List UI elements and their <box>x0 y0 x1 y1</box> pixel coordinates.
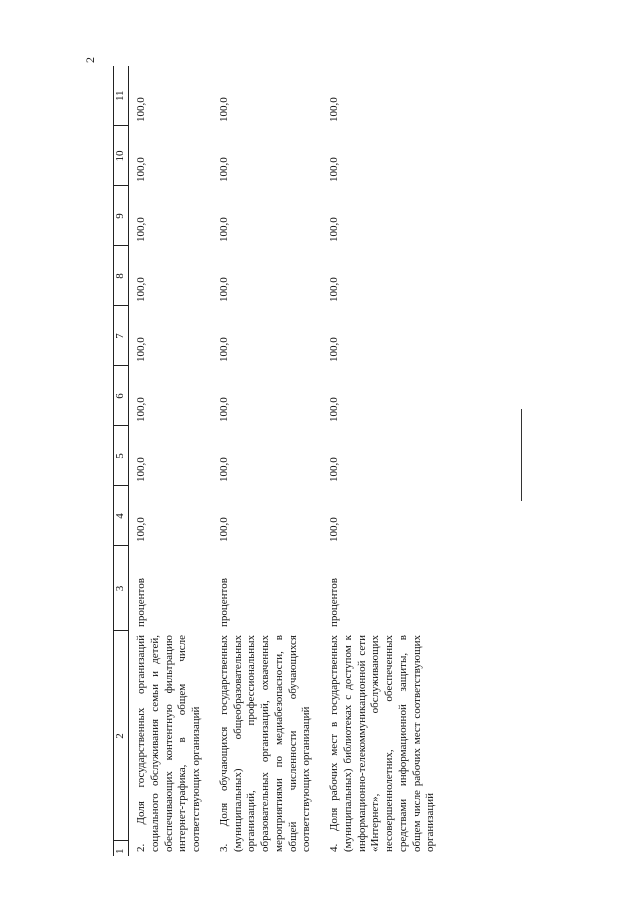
indicator-description: Доля обучающихся государственных (муниципальных) общеобразовательных организаций, профессиональных образовательных организаций, охваченных мероприятиями по медиабезопасности, в общей численности обучающихся соответствующих организаций <box>217 635 313 852</box>
rotated-page <box>113 56 583 856</box>
value-cell: 100,0 <box>135 277 147 302</box>
value-cell: 100,0 <box>135 397 147 422</box>
value-cell: 100,0 <box>217 337 230 362</box>
row-number: 3. <box>217 843 230 852</box>
value-cell: 100,0 <box>135 217 147 242</box>
value-cell: 100,0 <box>135 457 147 482</box>
value-cell: 100,0 <box>217 157 230 182</box>
column-number: 1 <box>114 841 129 856</box>
value-cell: 100,0 <box>328 337 340 362</box>
value-cell: 100,0 <box>328 157 340 182</box>
unit-cell: процентов <box>135 578 147 627</box>
column-number: 6 <box>114 366 129 426</box>
table-row <box>322 66 446 856</box>
indicator-description: Доля рабочих мест в государственных (муниципальных) библиотеках с доступом к информационно-телекоммуникационной сети «Интернет», обслуживающих несовершеннолетних, обеспеченных средствами информационной защиты, в общем числе рабочих мест соответствующих организаций <box>328 634 437 852</box>
value-cell: 100,0 <box>328 457 340 482</box>
value-cell: 100,0 <box>328 397 340 422</box>
column-number: 3 <box>114 546 129 631</box>
value-cell: 100,0 <box>217 457 230 482</box>
indicator-cell <box>322 631 446 856</box>
end-separator-line <box>521 409 522 501</box>
value-cell: 100,0 <box>217 397 230 422</box>
indicator-description: Доля государственных организаций социального обслуживания семьи и детей, обеспечивающих контентную фильтрацию интернет-трафика, в общем числе соответствующих организаций <box>135 635 202 852</box>
indicator-cell <box>212 631 322 856</box>
unit-cell: процентов <box>328 578 340 627</box>
value-cell: 100,0 <box>217 97 230 122</box>
value-cell: 100,0 <box>328 97 340 122</box>
indicators-table <box>113 66 446 856</box>
value-cell: 100,0 <box>135 157 147 182</box>
column-number: 9 <box>114 186 129 246</box>
value-cell: 100,0 <box>328 277 340 302</box>
indicator-cell <box>129 631 212 856</box>
column-number: 11 <box>114 66 129 126</box>
row-number: 2. <box>135 843 147 852</box>
column-numbers-row <box>114 66 129 856</box>
column-number: 4 <box>114 486 129 546</box>
unit-cell: процентов <box>217 578 230 627</box>
value-cell: 100,0 <box>135 97 147 122</box>
column-number: 10 <box>114 126 129 186</box>
value-cell: 100,0 <box>135 337 147 362</box>
value-cell: 100,0 <box>328 217 340 242</box>
column-number: 7 <box>114 306 129 366</box>
column-number: 5 <box>114 426 129 486</box>
page-number: 2 <box>83 57 97 63</box>
value-cell: 100,0 <box>217 217 230 242</box>
value-cell: 100,0 <box>217 517 230 542</box>
column-number: 8 <box>114 246 129 306</box>
column-number: 2 <box>114 631 129 841</box>
table-row <box>212 66 322 856</box>
table-row <box>129 66 212 856</box>
value-cell: 100,0 <box>217 277 230 302</box>
value-cell: 100,0 <box>135 517 147 542</box>
row-number: 4. <box>328 843 340 852</box>
value-cell: 100,0 <box>328 517 340 542</box>
